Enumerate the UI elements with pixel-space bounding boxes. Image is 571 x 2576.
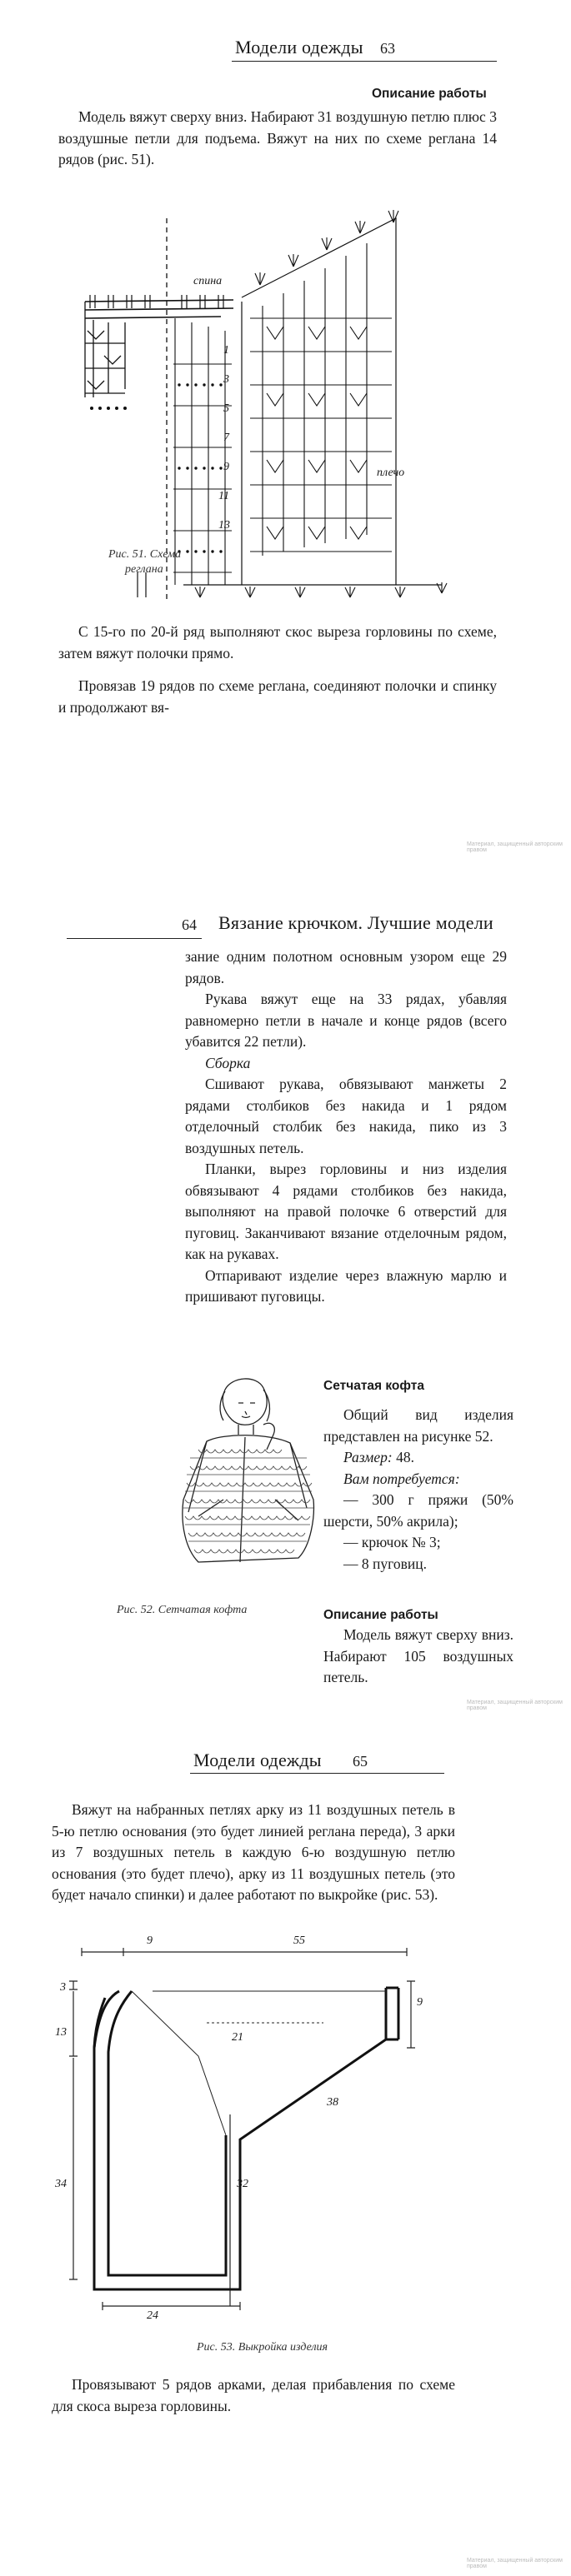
row-number: 13 <box>218 519 230 532</box>
paragraph: Общий вид изделия представлен на рисунке 52. <box>323 1406 513 1445</box>
paragraph: Модель вяжут сверху вниз. Набирают 31 воздушную петлю плюс 3 воздушные петли для подъема. Вяжут на них по схеме реглана 14 рядов (рис. 51). <box>58 108 497 167</box>
label-shoulder: плечо <box>377 467 405 479</box>
figure-caption: реглана <box>125 563 163 576</box>
size-value: 48. <box>396 1449 414 1465</box>
paragraph: Провязав 19 рядов по схеме реглана, соединяют полочки и спинку и продолжают вя- <box>58 677 497 716</box>
watermark: Материал, защищенный авторским правом <box>467 1700 563 1711</box>
running-head: Модели одежды <box>235 37 363 57</box>
header-rule <box>190 1773 444 1774</box>
dim-label: 55 <box>293 1934 305 1947</box>
running-head: Модели одежды <box>193 1750 322 1770</box>
dim-label: 34 <box>55 2178 67 2190</box>
dim-label: 3 <box>60 1981 66 1994</box>
dim-label: 32 <box>237 2178 248 2190</box>
paragraph: Отпаривают изделие через влажную марлю и пришивают пуговицы. <box>185 1266 507 1305</box>
header-rule <box>232 61 497 62</box>
dim-label: 24 <box>147 2309 158 2322</box>
section-heading: Описание работы <box>372 87 487 101</box>
subheading: Сборка <box>205 1054 251 1071</box>
body-text <box>52 2374 455 2417</box>
page-63 <box>0 0 571 858</box>
dim-label: 21 <box>232 2031 243 2044</box>
dim-label: 13 <box>55 2026 67 2039</box>
paragraph: Сшивают рукава, обвязывают манжеты 2 рядами столбиков без накида и 1 рядом отделочный столбик без накида, пико из 3 воздушных петель. <box>185 1076 507 1156</box>
body-text <box>52 1800 455 1906</box>
body-text <box>323 1625 513 1689</box>
page-65 <box>0 1716 571 2574</box>
label-back: спина <box>193 275 223 287</box>
paragraph: Модель вяжут сверху вниз. Набирают 105 воздушных петель. <box>323 1626 513 1685</box>
row-number: 11 <box>218 490 229 502</box>
paragraph: зание одним полотном основным узором еще 29 рядов. <box>185 948 507 986</box>
material-item: — крючок № 3; <box>343 1534 441 1550</box>
dim-label: 38 <box>327 2096 338 2109</box>
section-heading: Описание работы <box>323 1608 438 1622</box>
row-number: 9 <box>223 461 229 473</box>
running-head: Вязание крючком. Лучшие модели <box>218 912 493 933</box>
row-number: 5 <box>223 402 229 415</box>
row-number: 1 <box>223 344 229 357</box>
paragraph: Провязывают 5 рядов арками, делая прибавления по схеме для скоса выреза горловины. <box>52 2376 455 2414</box>
materials-label: Вам потребуется: <box>343 1470 460 1487</box>
item-title: Сетчатая кофта <box>323 1379 424 1393</box>
figure-caption: Рис. 52. Сетчатая кофта <box>117 1604 248 1616</box>
material-item: — 300 г пряжи (50% шерсти, 50% акрила); <box>323 1491 513 1530</box>
page-number: 63 <box>380 40 395 57</box>
figure-caption: Рис. 51. Схема <box>108 548 182 561</box>
page-number: 65 <box>353 1753 368 1770</box>
body-text <box>185 946 507 1308</box>
body-text <box>58 622 497 718</box>
paragraph: Вяжут на набранных петлях арку из 11 воздушных петель в 5-ю петлю основания (это будет линией реглана переда), 3 арки из 7 воздушных петель в каждую 6-ю воздушную петлю основания (это будет плечо), арку из 11 воздушных петель (это будет начало спинки) и далее работают по выкройке (рис. 53). <box>52 1801 455 1903</box>
row-number: 7 <box>223 432 229 444</box>
watermark: Материал, защищенный авторским правом <box>467 2558 563 2569</box>
body-text <box>58 107 497 171</box>
watermark: Материал, защищенный авторским правом <box>467 841 563 853</box>
paragraph: С 15-го по 20-й ряд выполняют скос выреза горловины по схеме, затем вяжут полочки прямо. <box>58 623 497 661</box>
header-rule <box>67 938 202 939</box>
item-details <box>323 1405 513 1575</box>
size-label: Размер: <box>343 1449 393 1465</box>
dim-label: 9 <box>417 1996 423 2009</box>
dim-label: 9 <box>147 1934 153 1947</box>
figure-caption: Рис. 53. Выкройка изделия <box>197 2341 328 2354</box>
page-number: 64 <box>182 916 197 933</box>
paragraph: Планки, вырез горловины и низ изделия обвязывают 4 рядами столбиков без накида, выполняют на правой полочке 6 отверстий для пуговиц. Заканчивают вязание отделочным рядом, как на рукавах. <box>185 1161 507 1262</box>
cardigan-illustration <box>173 1375 322 1575</box>
row-number: 3 <box>223 373 229 386</box>
size-line <box>323 1447 513 1469</box>
material-item: — 8 пуговиц. <box>343 1555 427 1572</box>
page-64 <box>0 858 571 1716</box>
paragraph: Рукава вяжут еще на 33 рядах, убавляя равномерно петли в начале и конце рядов (всего убавится 22 петли). <box>185 991 507 1050</box>
garment-pattern <box>73 1939 457 2331</box>
